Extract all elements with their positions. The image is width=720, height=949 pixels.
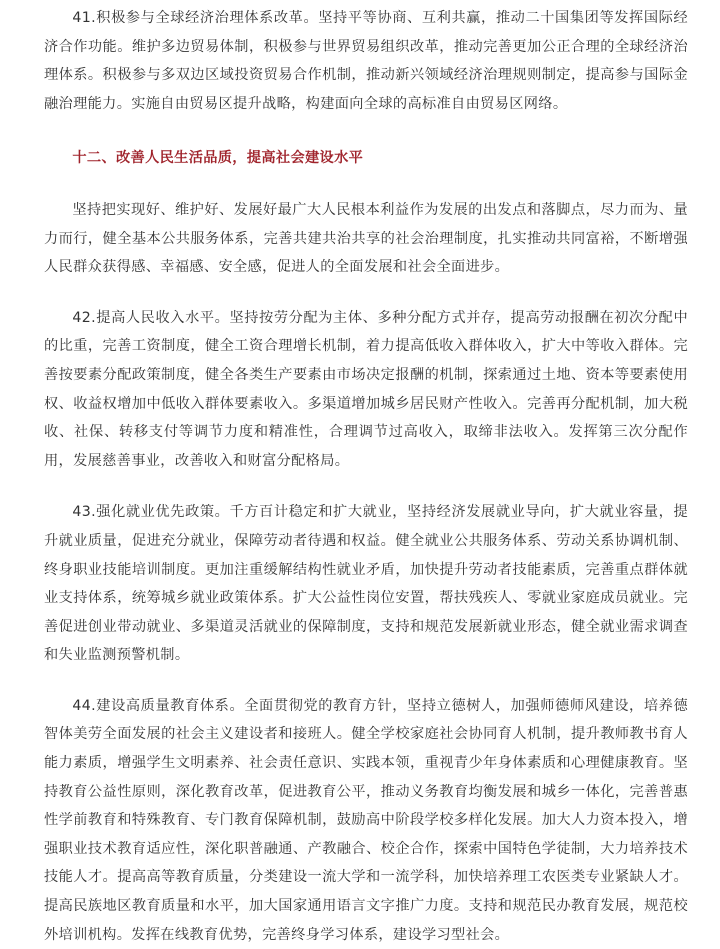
paragraph-intro: 坚持把实现好、维护好、发展好最广大人民根本利益作为发展的出发点和落脚点，尽力而为、量力而行，健全基本公共服务体系，完善共建共治共享的社会治理制度，扎实推动共同富裕，不断增强人民群众获得感、幸福感、安全感，促进人的全面发展和社会全面进步。 <box>44 201 688 276</box>
paragraph-44: 44.建设高质量教育体系。全面贯彻党的教育方针，坚持立德树人，加强师德师风建设，培养德智体美劳全面发展的社会主义建设者和接班人。健全学校家庭社会协同育人机制，提升教师教书育人能力素质，增强学生文明素养、社会责任意识、实践本领，重视青少年身体素质和心理健康教育。坚持教育公益性原则，深化教育改革，促进教育公平，推动义务教育均衡发展和城乡一体化，完善普惠性学前教育和特殊教育、专门教育保障机制，鼓励高中阶段学校多样化发展。加大人力资本投入，增强职业技术教育适应性，深化职普融通、产教融合、校企合作，探索中国特色学徒制，大力培养技术技能人才。提高高等教育质量，分类建设一流大学和一流学科，加快培养理工农医类专业紧缺人才。提高民族地区教育质量和水平，加大国家通用语言文字推广力度。支持和规范民办教育发展，规范校外培训机构。发挥在线教育优势，完善终身学习体系，建设学习型社会。 <box>44 697 688 943</box>
paragraph-42: 42.提高人民收入水平。坚持按劳分配为主体、多种分配方式并存，提高劳动报酬在初次分配中的比重，完善工资制度，健全工资合理增长机制，着力提高低收入群体收入，扩大中等收入群体。完善按要素分配政策制度，健全各类生产要素由市场决定报酬的机制，探索通过土地、资本等要素使用权、收益权增加中低收入群体要素收入。多渠道增加城乡居民财产性收入。完善再分配机制，加大税收、社保、转移支付等调节力度和精准性，合理调节过高收入，取缔非法收入。发挥第三次分配作用，发展慈善事业，改善收入和财富分配格局。 <box>44 309 688 469</box>
paragraph-41: 41.积极参与全球经济治理体系改革。坚持平等协商、互利共赢，推动二十国集团等发挥国际经济合作功能。维护多边贸易体制，积极参与世界贸易组织改革，推动完善更加公正合理的全球经济治理体系。积极参与多双边区域投资贸易合作机制，推动新兴领域经济治理规则制定，提高参与国际金融治理能力。实施自由贸易区提升战略，构建面向全球的高标准自由贸易区网络。 <box>44 10 688 112</box>
section-heading: 十二、改善人民生活品质，提高社会建设水平 <box>72 150 364 167</box>
paragraph-43: 43.强化就业优先政策。千方百计稳定和扩大就业，坚持经济发展就业导向，扩大就业容量，提升就业质量，促进充分就业，保障劳动者待遇和权益。健全就业公共服务体系、劳动关系协调机制、终身职业技能培训制度。更加注重缓解结构性就业矛盾，加快提升劳动者技能素质，完善重点群体就业支持体系，统筹城乡就业政策体系。扩大公益性岗位安置，帮扶残疾人、零就业家庭成员就业。完善促进创业带动就业、多渠道灵活就业的保障制度，支持和规范发展新就业形态，健全就业需求调查和失业监测预警机制。 <box>44 504 688 664</box>
